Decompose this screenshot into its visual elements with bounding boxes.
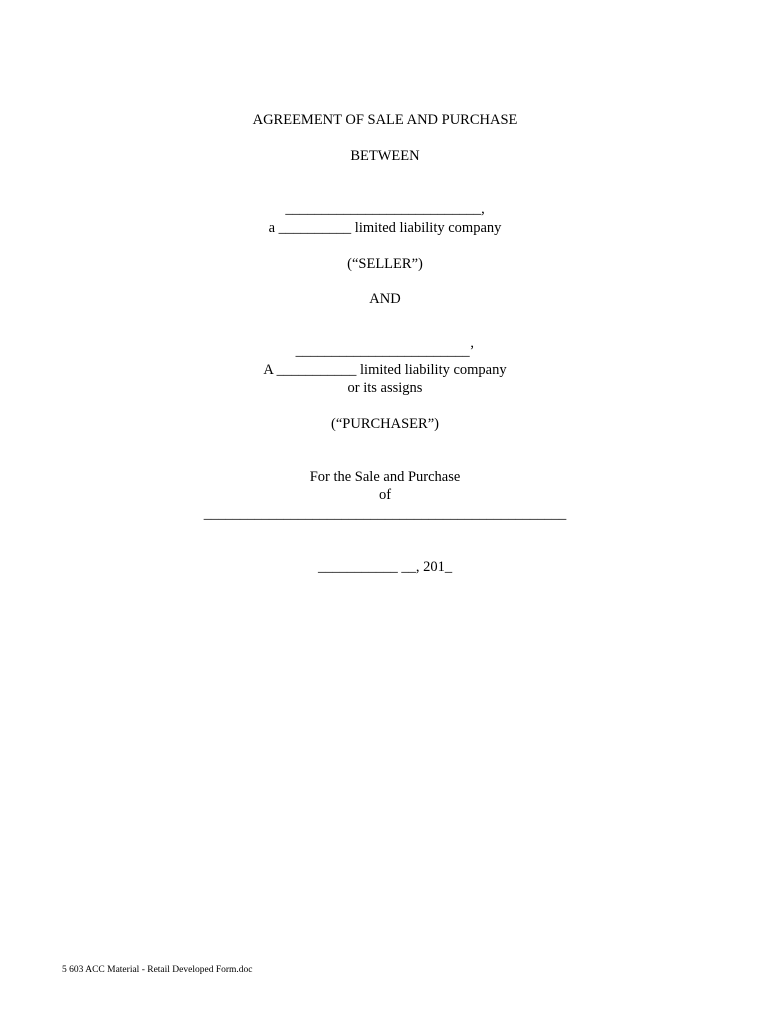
purchaser-assigns-line: or its assigns xyxy=(347,380,423,396)
sale-purchase-line: For the Sale and Purchase xyxy=(309,469,461,485)
document-title: AGREEMENT OF SALE AND PURCHASE xyxy=(252,112,518,128)
between-text: BETWEEN xyxy=(350,148,420,164)
footer-filename: 5 603 ACC Material - Retail Developed Form.doc xyxy=(62,965,253,975)
date-line: ___________ __, 201_ xyxy=(317,559,453,575)
seller-entity-line: a __________ limited liability company xyxy=(268,220,502,236)
seller-label: (“SELLER”) xyxy=(347,256,423,272)
purchaser-entity-line: A ___________ limited liability company xyxy=(263,362,507,378)
property-blank: __________________________________________________ xyxy=(203,506,567,522)
of-text: of xyxy=(378,487,392,503)
seller-name-blank: ___________________________, xyxy=(285,201,485,217)
purchaser-label: (“PURCHASER”) xyxy=(331,416,439,432)
and-text: AND xyxy=(369,291,401,307)
purchaser-name-blank: ________________________’ xyxy=(295,343,475,359)
